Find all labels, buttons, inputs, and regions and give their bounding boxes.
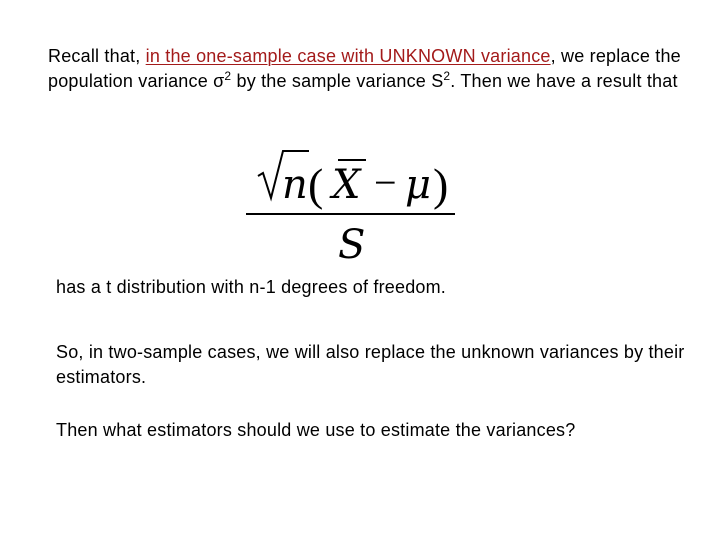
open-paren: (	[308, 159, 324, 210]
t-statistic-formula	[240, 140, 470, 270]
denominator-s: S	[338, 222, 366, 268]
close-paren: )	[433, 159, 449, 210]
intro-text-3: by the sample variance S	[231, 71, 444, 91]
sigma-exponent: 2	[224, 69, 232, 83]
xbar-symbol: X	[332, 162, 361, 208]
intro-highlight: in the one-sample case with UNKNOWN variance	[145, 46, 551, 66]
t-distribution-paragraph: has a t distribution with n-1 degrees of freedom.	[56, 277, 447, 297]
mu-symbol: μ	[405, 162, 431, 208]
intro-text-1: Recall that,	[48, 46, 146, 66]
intro-text-4: . Then we have a result that	[450, 71, 678, 91]
intro-paragraph	[48, 44, 688, 94]
s-exponent: 2	[443, 69, 451, 83]
two-sample-paragraph: So, in two-sample cases, we will also replace the unknown variances by their estimators.	[56, 342, 685, 387]
intro-text-2: , we replace the population variance σ	[48, 46, 681, 91]
question-paragraph: Then what estimators should we use to estimate the variances?	[56, 420, 576, 440]
formula-svg	[240, 140, 470, 270]
sqrt-argument: n	[282, 162, 308, 208]
minus-sign: −	[374, 160, 397, 205]
